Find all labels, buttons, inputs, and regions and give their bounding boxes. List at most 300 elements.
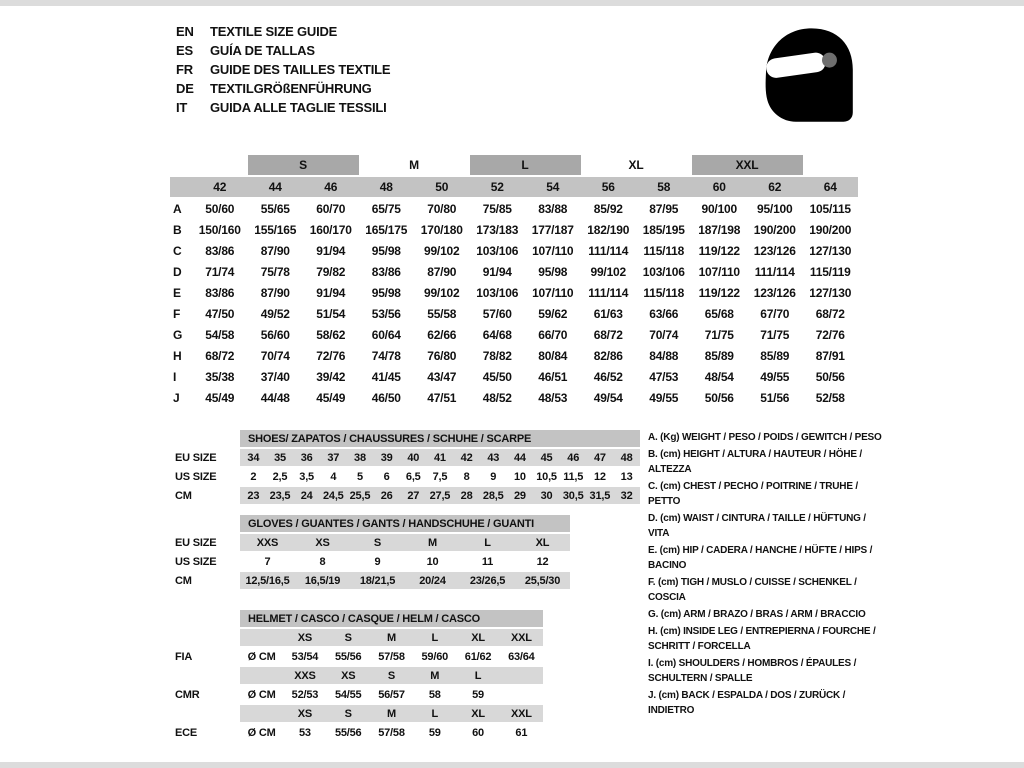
guide-title: TEXTILE SIZE GUIDE [210,24,338,39]
size-cell: 25,5 [347,487,374,504]
size-cell: 79/82 [316,264,346,279]
size-cell: 68/72 [593,327,623,342]
row-label: CMR [175,688,200,701]
size-cell: 39/42 [316,369,346,384]
size-cell: 12,5/16,5 [240,572,295,589]
size-cell: XS [283,629,326,646]
size-cell: 127/130 [809,285,852,300]
size-cell: Ø CM [247,726,276,739]
size-cell: 95/98 [371,285,401,300]
size-cell: 27,5 [427,487,454,504]
size-cell: 45 [533,449,560,466]
size-cell: 74/78 [371,348,401,363]
size-cell: 23/26,5 [460,572,515,589]
size-cell: 13 [620,470,633,483]
size-cell: 53 [299,726,311,739]
numeric-size-header: 48 [359,177,415,197]
size-cell: 46/51 [538,369,568,384]
size-cell: 12 [536,555,549,568]
size-cell: 52/53 [291,688,319,701]
shoes-size-table [175,428,640,506]
size-cell: 60/64 [371,327,401,342]
size-cell: 50/60 [205,201,235,216]
numeric-size-header: 56 [581,177,637,197]
size-cell: 44 [507,449,534,466]
size-cell: 2 [250,470,257,483]
size-cell: 75/78 [260,264,290,279]
row-label: FIA [175,650,193,663]
size-cell [500,667,543,684]
size-cell: 50/56 [704,390,734,405]
size-cell: 57/58 [378,726,405,739]
measure-letter: B [173,222,182,237]
size-cell: 34 [240,449,267,466]
size-cell: 37 [320,449,347,466]
size-cell: L [456,667,499,684]
size-cell: 51/56 [760,390,790,405]
size-cell: XXL [500,629,543,646]
size-cell: 48/54 [704,369,734,384]
size-cell: 61/62 [464,650,492,663]
numeric-size-header: 62 [747,177,803,197]
numeric-size-header: 46 [303,177,359,197]
size-cell: L [460,534,515,551]
size-cell: 127/130 [809,243,852,258]
numeric-size-header: 54 [525,177,581,197]
size-cell: 83/86 [371,264,401,279]
size-cell: 99/102 [423,285,460,300]
measure-letter: H [173,348,182,363]
size-cell: 47/50 [205,306,235,321]
size-cell: 10 [513,470,526,483]
size-cell: 103/106 [476,285,519,300]
size-cell: XL [456,629,499,646]
numeric-size-header: 42 [192,177,248,197]
size-cell: 5 [356,470,363,483]
size-cell: 6 [383,470,390,483]
size-cell: 59 [472,688,484,701]
legend-item: D. (cm) WAIST / CINTURA / TAILLE / HÜFTUNG / VITA [648,513,866,539]
legend-item: B. (cm) HEIGHT / ALTURA / HAUTEUR / HÖHE / ALTEZZA [648,449,863,475]
textile-size-table [170,153,858,409]
size-cell: 54/58 [205,327,235,342]
size-group-label: XL [628,158,644,172]
size-cell: 173/183 [476,222,519,237]
size-cell: 84/88 [649,348,679,363]
language-title-row [176,79,390,98]
legend-item: G. (cm) ARM / BRAZO / BRAS / ARM / BRACCIO [648,609,866,620]
size-cell: 123/126 [753,243,796,258]
size-cell: 70/80 [427,201,457,216]
size-cell: 155/165 [254,222,297,237]
size-cell: S [327,629,370,646]
size-cell: 68/72 [815,306,845,321]
size-cell: 43 [480,449,507,466]
size-cell: 123/126 [753,285,796,300]
size-cell: 48/53 [538,390,568,405]
size-cell: 87/95 [649,201,679,216]
size-cell: 40 [400,449,427,466]
size-cell: 30 [533,487,560,504]
size-cell: XL [456,705,499,722]
size-cell: L [413,705,456,722]
size-cell: 65/75 [371,201,401,216]
legend-item: J. (cm) BACK / ESPALDA / DOS / ZURÜCK / INDIETRO [648,690,846,716]
size-cell: 111/114 [754,264,795,279]
size-cell: 59/60 [421,650,449,663]
legend-item: I. (cm) SHOULDERS / HOMBROS / ÉPAULES / SCHULTERN / SPALLE [648,658,857,684]
size-cell: 103/106 [642,264,685,279]
size-cell: 48 [613,449,640,466]
size-cell [240,629,283,646]
size-cell: 7 [264,555,271,568]
size-cell: 61/63 [593,306,623,321]
size-cell: 20/24 [405,572,460,589]
legend-item: F. (cm) TIGH / MUSLO / CUISSE / SCHENKEL / COSCIA [648,577,857,603]
size-cell: 68/72 [205,348,235,363]
size-cell: 90/100 [701,201,737,216]
size-cell: 56/57 [378,688,405,701]
size-cell: 182/190 [587,222,630,237]
size-cell: XXL [500,705,543,722]
size-cell: 24 [293,487,320,504]
size-cell: 28,5 [480,487,507,504]
language-code: ES [176,43,193,58]
size-cell: XS [283,705,326,722]
size-cell: 82/86 [593,348,623,363]
size-cell: 49/55 [760,369,790,384]
size-cell: 187/198 [698,222,741,237]
guide-title: GUÍA DE TALLAS [210,43,315,58]
measure-letter: J [173,390,180,405]
language-title-row [176,22,390,41]
size-cell: 44/48 [260,390,290,405]
row-label: CM [175,574,192,587]
row-label: US SIZE [175,555,217,568]
size-cell: 55/56 [334,726,362,739]
size-cell: 85/89 [760,348,790,363]
size-cell: 35/38 [205,369,235,384]
size-cell: 16,5/19 [295,572,350,589]
size-cell [240,705,283,722]
size-cell: 115/119 [809,264,851,279]
size-cell: 49/52 [260,306,290,321]
size-cell: S [370,667,413,684]
size-cell: 23,5 [267,487,294,504]
size-cell: 30,5 [560,487,587,504]
size-cell: 41/45 [371,369,401,384]
size-cell: 190/200 [809,222,852,237]
size-cell: 55/56 [334,650,362,663]
racing-helmet-icon [752,20,864,132]
size-cell: 8 [319,555,326,568]
gloves-size-table [175,513,570,591]
size-cell: M [405,534,460,551]
size-cell: 18/21,5 [350,572,405,589]
size-cell: 49/54 [593,390,623,405]
size-cell: 63/64 [508,650,535,663]
size-cell: 47 [587,449,614,466]
size-cell: 53/54 [291,650,319,663]
size-cell: 99/102 [590,264,626,279]
numeric-size-header: 52 [470,177,526,197]
size-cell: 11,5 [563,470,584,483]
helmet-size-table [175,608,543,743]
size-cell: 70/74 [260,348,290,363]
size-cell: 107/110 [532,243,574,258]
size-cell: 47/51 [427,390,457,405]
size-cell: 62/66 [427,327,457,342]
size-cell: 25,5/30 [515,572,570,589]
size-cell: 85/92 [593,201,623,216]
size-cell: 107/110 [532,285,574,300]
numeric-size-header: 44 [248,177,304,197]
language-title-row [176,98,390,117]
size-cell: 165/175 [365,222,408,237]
size-cell: M [413,667,456,684]
size-cell: 57/58 [378,650,405,663]
size-cell: 190/200 [753,222,796,237]
numeric-size-header: 50 [414,177,470,197]
legend-item: C. (cm) CHEST / PECHO / POITRINE / TRUHE / PETTO [648,481,858,507]
language-code: IT [176,100,188,115]
size-cell: 3,5 [299,470,314,483]
size-cell: 47/53 [649,369,679,384]
size-cell: 10,5 [536,470,557,483]
size-cell: 61 [515,726,528,739]
size-cell: 7,5 [432,470,448,483]
size-cell: 38 [347,449,374,466]
size-cell: 46/50 [371,390,401,405]
size-cell: 111/114 [588,285,629,300]
guide-title: GUIDE DES TAILLES TEXTILE [210,62,391,77]
size-cell: 71/75 [760,327,790,342]
size-cell: 87/90 [260,285,290,300]
measure-letter: I [173,369,177,384]
legend-item: A. (Kg) WEIGHT / PESO / POIDS / GEWITCH / PESO [648,432,882,443]
size-cell: 31,5 [587,487,614,504]
measurement-legend [648,430,883,720]
row-label [175,705,240,722]
language-title-list [176,22,390,117]
row-label [175,629,240,646]
size-cell: 59/62 [538,306,568,321]
section-title: GLOVES / GUANTES / GANTS / HANDSCHUHE / GUANTI [240,515,570,532]
size-cell: 87/90 [260,243,290,258]
size-cell: 119/122 [698,285,740,300]
row-label: EU SIZE [175,536,217,549]
guide-title: TEXTILGRÖßENFÜHRUNG [210,81,372,96]
numeric-size-header: 60 [692,177,748,197]
size-cell: 11 [481,555,494,568]
bottom-border-band [0,762,1024,768]
numeric-size-header: 64 [803,177,859,197]
size-cell: 43/47 [427,369,457,384]
size-cell: 107/110 [698,264,740,279]
row-label: CM [175,489,192,502]
measure-letter: G [173,327,183,342]
size-cell: Ø CM [247,650,276,663]
size-cell: 67/70 [760,306,790,321]
row-label [175,667,240,684]
size-cell: 57/60 [482,306,512,321]
size-cell: 63/66 [649,306,679,321]
measure-letter: D [173,264,182,279]
size-cell: 29 [507,487,534,504]
size-cell: 42 [453,449,480,466]
size-cell: 46 [560,449,587,466]
size-cell: 72/76 [316,348,346,363]
language-code: FR [176,62,193,77]
size-cell: 83/86 [205,285,235,300]
row-label: EU SIZE [175,451,217,464]
size-cell: XXS [240,534,295,551]
size-cell: 170/180 [420,222,463,237]
size-cell: XS [327,667,370,684]
size-cell: 60 [472,726,484,739]
size-cell: XL [515,534,570,551]
size-cell: 115/118 [643,243,685,258]
size-cell: 45/49 [205,390,235,405]
size-cell: 87/91 [815,348,845,363]
size-cell: M [370,705,413,722]
size-cell: 8 [463,470,470,483]
measure-letter: C [173,243,182,258]
numeric-size-header: 58 [636,177,692,197]
size-cell: 55/65 [260,201,290,216]
size-cell: XS [295,534,350,551]
size-cell: 28 [453,487,480,504]
row-label: US SIZE [175,470,217,483]
size-cell: 83/86 [205,243,235,258]
size-cell: 64/68 [482,327,512,342]
size-cell: 72/76 [815,327,845,342]
language-title-row [176,60,390,79]
size-cell: 78/82 [482,348,512,363]
size-cell: 10 [426,555,439,568]
section-title: HELMET / CASCO / CASQUE / HELM / CASCO [240,610,543,627]
size-cell: 26 [373,487,400,504]
size-cell: 41 [427,449,454,466]
size-cell: 27 [400,487,427,504]
language-code: EN [176,24,194,39]
size-cell: 60/70 [316,201,346,216]
size-cell: 85/89 [704,348,734,363]
size-group-label: L [470,155,581,175]
size-cell: S [327,705,370,722]
size-cell: 95/98 [371,243,401,258]
size-cell: 4 [330,470,337,483]
size-cell: 55/58 [427,306,457,321]
size-cell: 35 [267,449,294,466]
size-cell: Ø CM [247,688,276,701]
size-cell: 87/90 [427,264,457,279]
size-cell: 91/94 [316,243,346,258]
size-cell: 80/84 [538,348,568,363]
size-cell: XXS [283,667,326,684]
size-cell: 32 [613,487,640,504]
size-cell: 2,5 [272,470,288,483]
size-cell: 115/118 [643,285,685,300]
size-cell: 9 [490,470,497,483]
size-cell: M [370,629,413,646]
size-cell: 58 [428,688,441,701]
size-cell: 70/74 [649,327,679,342]
size-cell: 54/55 [334,688,362,701]
size-cell: 66/70 [538,327,568,342]
size-cell: 50/56 [815,369,845,384]
size-cell: 177/187 [531,222,574,237]
size-cell: 76/80 [427,348,457,363]
measure-letter: F [173,306,181,321]
size-cell: 95/100 [756,201,793,216]
size-cell: 51/54 [316,306,346,321]
size-cell: 45/50 [482,369,512,384]
section-title: SHOES/ ZAPATOS / CHAUSSURES / SCHUHE / SCARPE [240,430,640,447]
size-cell: 39 [373,449,400,466]
language-code: DE [176,81,194,96]
size-cell: L [413,629,456,646]
size-group-label: M [409,158,419,172]
size-cell: 24,5 [320,487,347,504]
size-cell: 59 [428,726,441,739]
size-group-label: S [248,155,359,175]
size-cell: 12 [593,470,606,483]
size-cell: 48/52 [482,390,512,405]
size-cell: 65/68 [704,306,734,321]
size-cell: 99/102 [423,243,460,258]
size-cell [240,667,283,684]
size-cell: 105/115 [809,201,851,216]
size-cell: 150/160 [198,222,241,237]
size-cell: 160/170 [309,222,352,237]
top-border-band [0,0,1024,6]
size-cell: 95/98 [538,264,568,279]
size-cell: 111/114 [588,243,629,258]
size-cell: 91/94 [482,264,512,279]
size-cell: 56/60 [260,327,290,342]
size-cell: 71/75 [704,327,734,342]
size-cell: 75/85 [482,201,512,216]
measure-letter: A [173,201,182,216]
size-cell: 53/56 [371,306,401,321]
size-cell: S [350,534,405,551]
size-cell: 23 [240,487,267,504]
guide-title: GUIDA ALLE TAGLIE TESSILI [210,100,387,115]
size-cell: 58/62 [316,327,346,342]
size-cell: 36 [293,449,320,466]
language-title-row [176,41,390,60]
size-cell: 119/122 [698,243,740,258]
size-group-label: XXL [692,155,803,175]
row-label: ECE [175,726,198,739]
size-cell: 45/49 [316,390,346,405]
legend-item: H. (cm) INSIDE LEG / ENTREPIERNA / FOURCHE / SCHRITT / FORCELLA [648,626,876,652]
size-cell: 185/195 [642,222,685,237]
size-cell: 6,5 [405,470,421,483]
size-cell: 49/55 [649,390,679,405]
size-cell: 9 [374,555,381,568]
size-cell: 71/74 [205,264,235,279]
measure-letter: E [173,285,181,300]
size-cell: 52/58 [815,390,845,405]
size-cell: 37/40 [260,369,290,384]
size-cell: 103/106 [476,243,519,258]
size-cell [500,686,543,703]
size-cell: 83/88 [538,201,568,216]
size-cell: 46/52 [593,369,623,384]
legend-item: E. (cm) HIP / CADERA / HANCHE / HÜFTE / HIPS / BACINO [648,545,873,571]
